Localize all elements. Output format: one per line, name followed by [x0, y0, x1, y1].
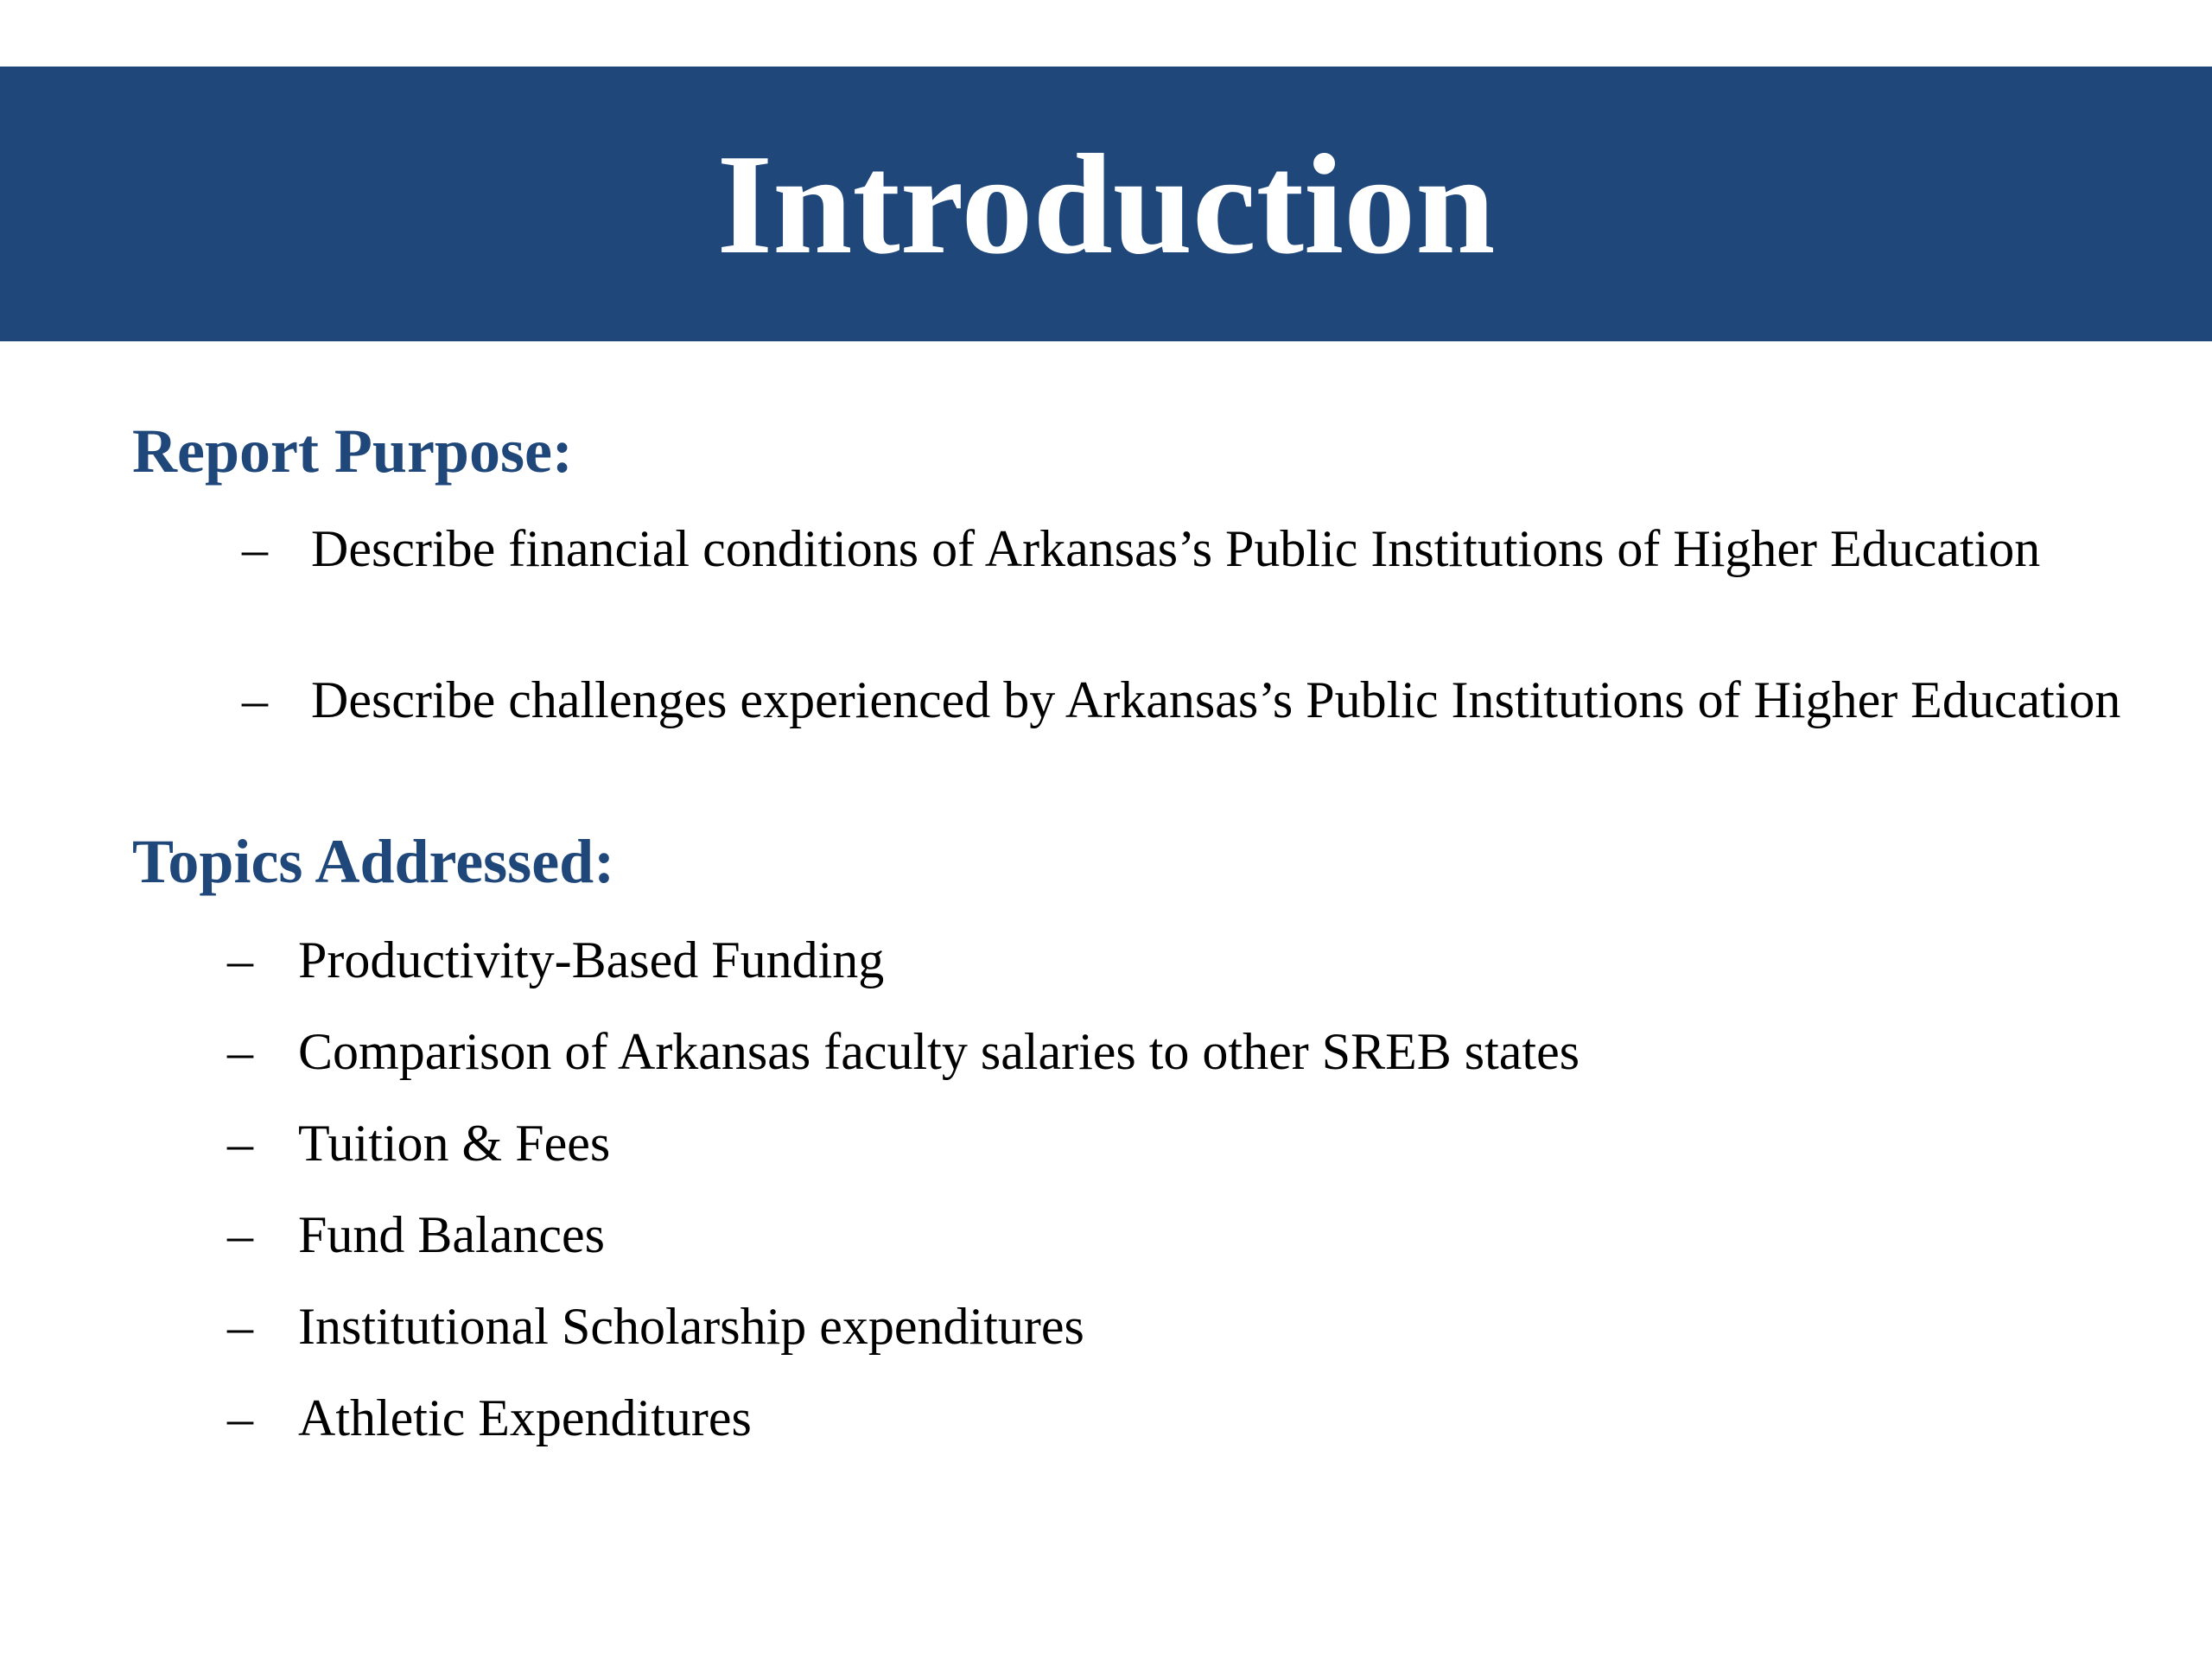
report-purpose-item-text: Describe financial conditions of Arkansas’s Public Institutions of Higher Education	[311, 520, 2041, 577]
topics-addressed-item-text: Productivity-Based Funding	[298, 931, 885, 988]
report-purpose-item	[242, 518, 2160, 639]
topics-addressed-heading: Topics Addressed:	[132, 827, 615, 896]
topics-addressed-item-text: Athletic Expenditures	[298, 1389, 752, 1446]
dash-bullet-icon: –	[227, 1023, 253, 1080]
topics-addressed-item	[227, 1388, 2128, 1448]
topics-addressed-item	[227, 1296, 2128, 1357]
topics-addressed-item-text: Fund Balances	[298, 1206, 605, 1263]
title-bar	[0, 67, 2212, 341]
report-purpose-item-text: Describe challenges experienced by Arkansas’s Public Institutions of Higher Education	[311, 671, 2121, 728]
topics-addressed-item-text: Tuition & Fees	[298, 1115, 611, 1172]
slide-title: Introduction	[716, 124, 1496, 283]
topics-addressed-item	[227, 1113, 2128, 1173]
dash-bullet-icon: –	[242, 520, 268, 577]
dash-bullet-icon: –	[227, 1298, 253, 1355]
topics-addressed-item-text: Comparison of Arkansas faculty salaries to other SREB states	[298, 1023, 1580, 1080]
report-purpose-heading: Report Purpose:	[132, 416, 573, 486]
dash-bullet-icon: –	[242, 671, 268, 728]
dash-bullet-icon: –	[227, 1206, 253, 1263]
topics-addressed-item	[227, 930, 2128, 990]
report-purpose-item	[242, 670, 2160, 791]
dash-bullet-icon: –	[227, 931, 253, 988]
topics-addressed-item	[227, 1205, 2128, 1265]
dash-bullet-icon: –	[227, 1115, 253, 1172]
topics-addressed-item-text: Institutional Scholarship expenditures	[298, 1298, 1084, 1355]
dash-bullet-icon: –	[227, 1389, 253, 1446]
topics-addressed-item	[227, 1021, 2128, 1082]
